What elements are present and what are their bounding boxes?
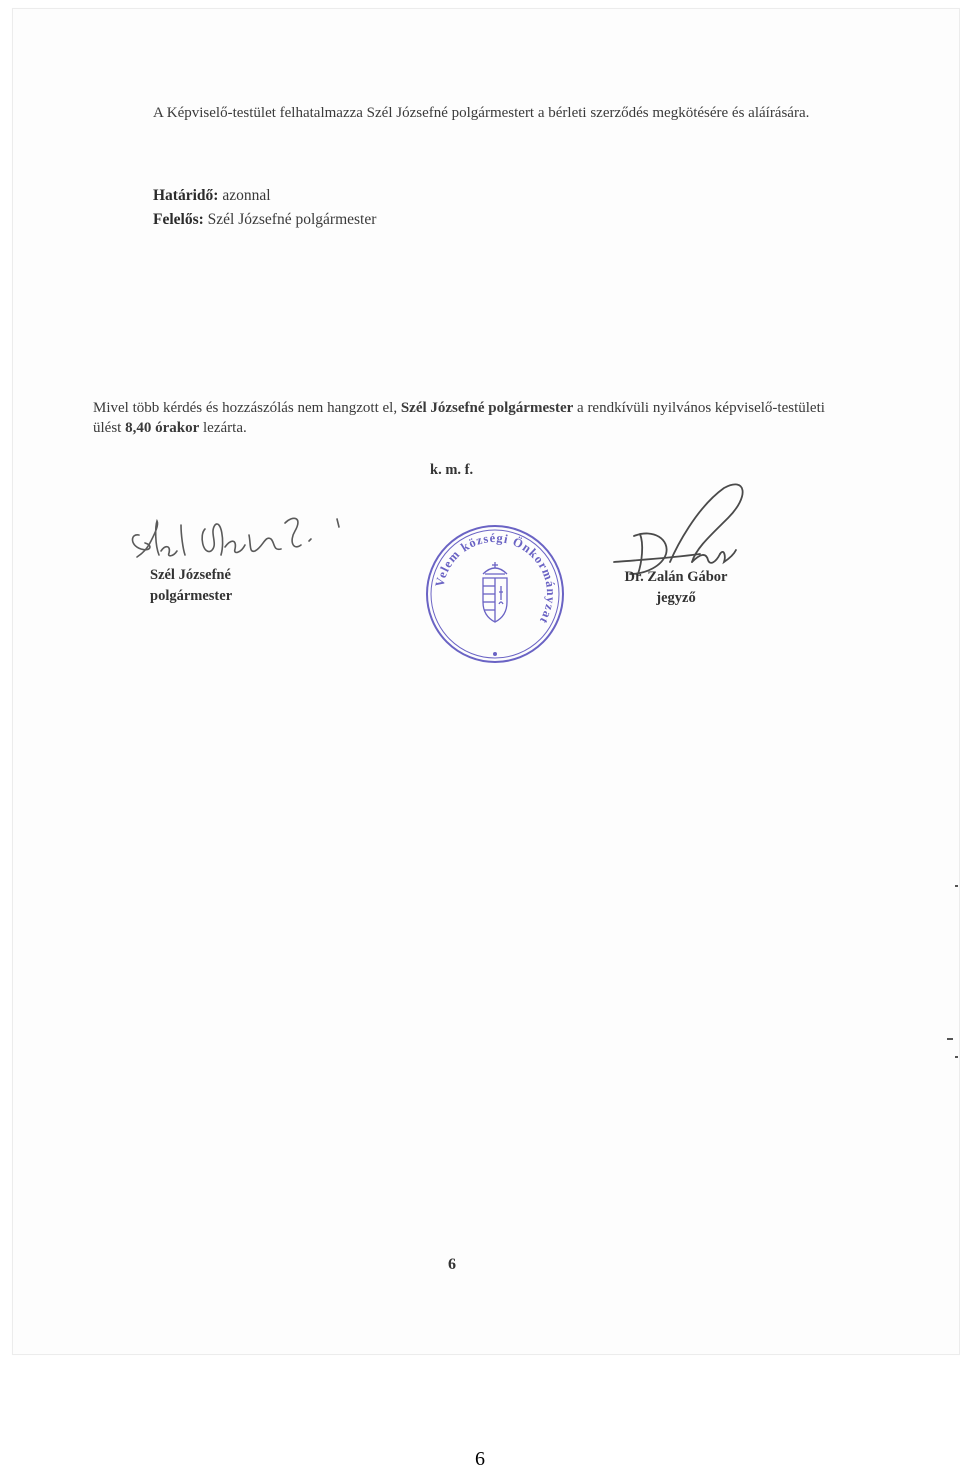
- scan-page-number: 6: [448, 1256, 456, 1273]
- official-stamp-image: [423, 522, 567, 666]
- closing-time: 8,40 órakor: [125, 420, 200, 436]
- authorization-paragraph: A Képviselő-testület felhatalmazza Szél Józsefné polgármestert a bérleti szerződés megkötésére és aláírására.: [153, 105, 810, 121]
- scan-artifact-2: [947, 1038, 953, 1040]
- signatory-right: [606, 567, 746, 609]
- responsible-line: [153, 208, 376, 232]
- signatory-right-name: Dr. Zalán Gábor: [624, 569, 728, 585]
- signatory-left-title: polgármester: [150, 588, 233, 604]
- resolution-meta: [153, 184, 376, 232]
- deadline-value: azonnal: [222, 187, 271, 204]
- deadline-line: [153, 184, 376, 208]
- responsible-value: Szél Józsefné polgármester: [207, 211, 377, 228]
- scan-artifact-3: [955, 1056, 958, 1058]
- stamp-text: Velem községi Önkormányzat: [432, 530, 559, 627]
- closing-paragraph: [93, 398, 833, 438]
- responsible-label: Felelős:: [153, 211, 204, 228]
- closing-part3: lezárta.: [199, 420, 247, 436]
- deadline-label: Határidő:: [153, 187, 219, 204]
- signatory-right-title: jegyző: [656, 590, 696, 606]
- signatory-left: [150, 565, 232, 607]
- kmf-label: k. m. f.: [430, 462, 474, 478]
- scan-artifact-1: [955, 885, 958, 887]
- page-number: 6: [475, 1448, 485, 1470]
- closing-part2: a rendkívüli nyilvános képviselő-testületi ülést: [93, 400, 825, 436]
- closing-part1: Mivel több kérdés és hozzászólás nem hangzott el,: [93, 400, 401, 416]
- signatory-left-name: Szél Józsefné: [150, 567, 231, 583]
- closing-name: Szél Józsefné polgármester: [400, 400, 574, 416]
